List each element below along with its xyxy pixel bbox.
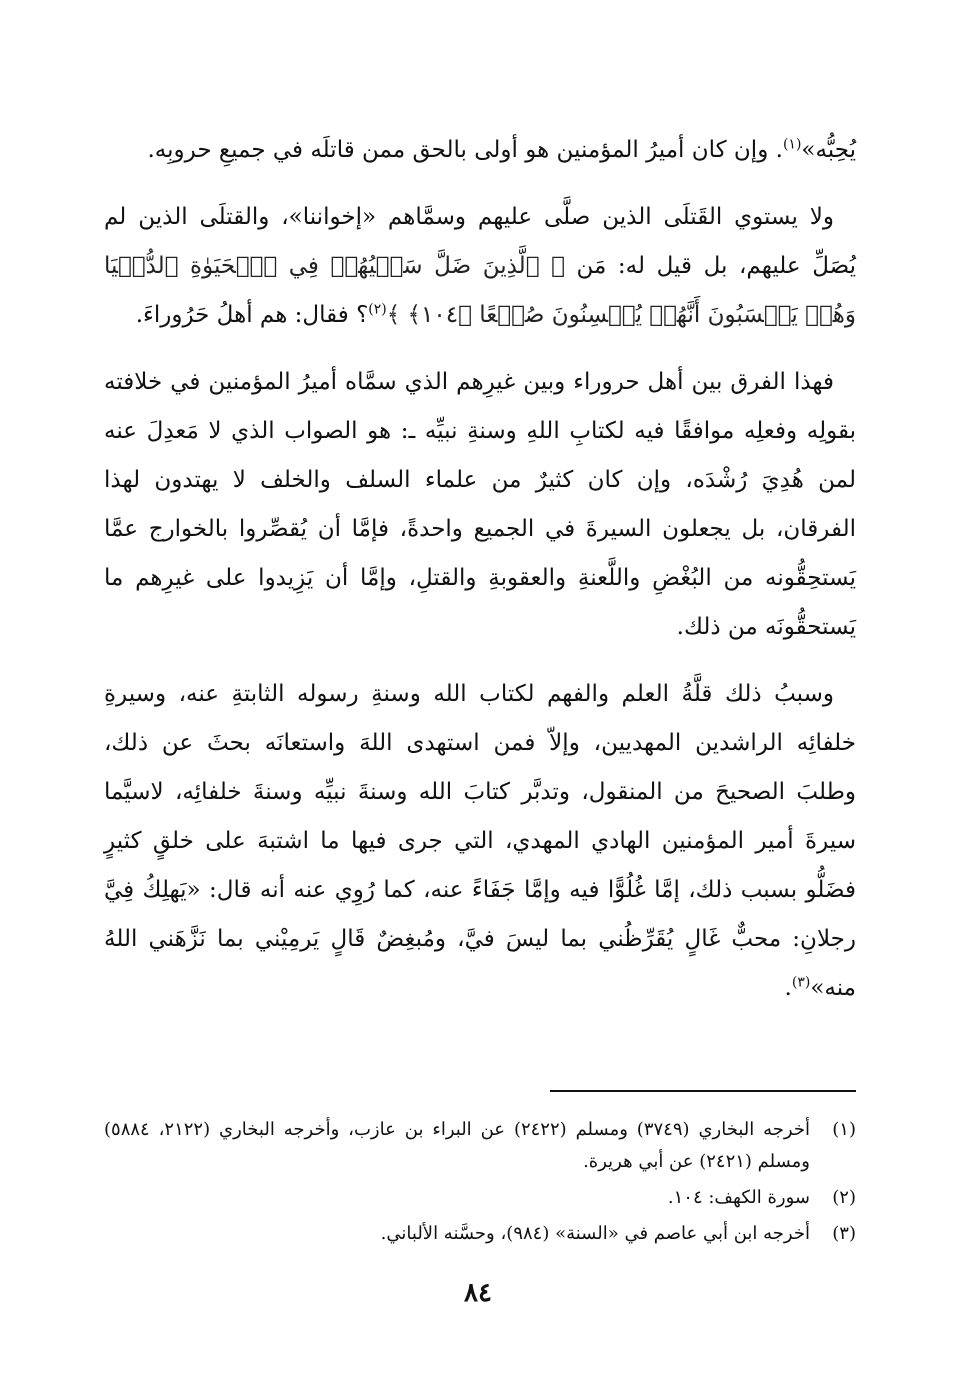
paragraph-4-text: وسببُ ذلك قلَّةُ العلم والفهم لكتاب الله وسنةِ رسوله الثابتةِ عنه، وسيرةِ خلفائِه الراشدين المهديين، وإلاّ فمن استهدى اللهَ واستعانَه بحثَ عن ذلك، وطلبَ الصحيحَ من المنقول، وتدبَّر كتابَ الله وسنةَ نبيِّه وسنةَ خلفائِه، لاسيَّما سيرةَ أمير المؤمنين الهادي المهدي، التي جرى فيها ما اشتبهَ على خلقٍ كثيرٍ فضَلُّو بسبب ذلك، إمَّا غُلُوًّا فيه وإمَّا جَفَاءً عنه، كما رُوِي عنه أنه قال: «يَهلِكُ فِيَّ رجلانِ: محبٌّ غَالٍ يُقَرِّظُني بما ليسَ فيَّ، ومُبغِضٌ قَالٍ يَرمِيْني بما نَزَّهَني اللهُ منه» <box>104 681 856 1001</box>
paragraph-4 <box>104 670 856 1013</box>
footnote-text: سورة الكهف: ١٠٤. <box>667 1187 810 1208</box>
paragraph-2-text: ولا يستوي القَتلَى الذين صلَّى عليهم وسمَّاهم «إخواننا»، والقتلَى الذين لم يُصَلِّ عليهم، بل قيل له: مَن <box>104 204 856 279</box>
paragraph-1 <box>104 126 856 175</box>
paragraph-1-continued: . وإن كان أميرُ المؤمنين هو أولى بالحق ممن قاتلَه في جميعِ حروبِه. <box>147 137 783 163</box>
footnote-number: (٢) <box>832 1187 856 1208</box>
footnotes <box>104 1114 856 1254</box>
footnote-number: (١) <box>832 1119 856 1140</box>
footnote-1 <box>104 1114 856 1178</box>
paragraph-1-text: يُحِبُّه» <box>801 137 856 163</box>
page-number: ٨٤ <box>464 1278 492 1308</box>
footnote-ref-2[interactable]: (٢) <box>368 301 387 318</box>
paragraph-4-continued: . <box>784 975 792 1001</box>
paragraph-2-continued: ؟ فقال: هم أهلُ حَرُوراءَ. <box>135 302 369 328</box>
footnote-3 <box>104 1218 856 1250</box>
footnote-text: أخرجه ابن أبي عاصم في «السنة» (٩٨٤)، وحسَّنه الألباني. <box>380 1223 810 1244</box>
footnote-2 <box>104 1182 856 1214</box>
footnote-number: (٣) <box>832 1223 856 1244</box>
paragraph-3 <box>104 358 856 652</box>
paragraph-2 <box>104 193 856 340</box>
main-text <box>104 126 856 1031</box>
footnote-ref-3[interactable]: (٣) <box>791 974 811 991</box>
quran-verse: ﴿ ٱلَّذِينَ ضَلَّ سَعۡيُهُمۡ فِي ٱلۡحَيَوٰةِ ٱلدُّنۡيَا وَهُمۡ يَحۡسَبُونَ أَنَّهُمۡ يُحۡسِنُونَ صُنۡعًا ﴿١٠٤﴾ ﴾ <box>104 253 856 328</box>
footnote-ref-1[interactable]: (١) <box>782 136 802 153</box>
footnote-text: أخرجه البخاري (٣٧٤٩) ومسلم (٢٤٢٢) عن البراء بن عازب، وأخرجه البخاري (٢١٢٢، ٥٨٨٤) ومسلم (٢٤٢١) عن أبي هريرة. <box>104 1119 810 1172</box>
paragraph-3-text: فهذا الفرق بين أهل حروراء وبين غيرِهم الذي سمَّاه أميرُ المؤمنين في خلافته بقولِه وفعلِه موافقًا فيه لكتابِ اللهِ وسنةِ نبيِّه ـ: هو الصواب الذي لا مَعدِلَ عنه لمن هُدِيَ رُشْدَه، وإن كان كثيرٌ من علماء السلف والخلف لا يهتدون لهذا الفرقان، بل يجعلون السيرةَ في الجميع واحدةً، فإمَّا أن يُقصِّروا بالخوارج عمَّا يَستحِقُّونه من البُغْضِ واللَّعنةِ والعقوبةِ والقتلِ، وإمَّا أن يَزِيدوا على غيرِهم ما يَستحقُّونَه من ذلك. <box>104 369 856 640</box>
footnote-divider <box>550 1090 856 1092</box>
